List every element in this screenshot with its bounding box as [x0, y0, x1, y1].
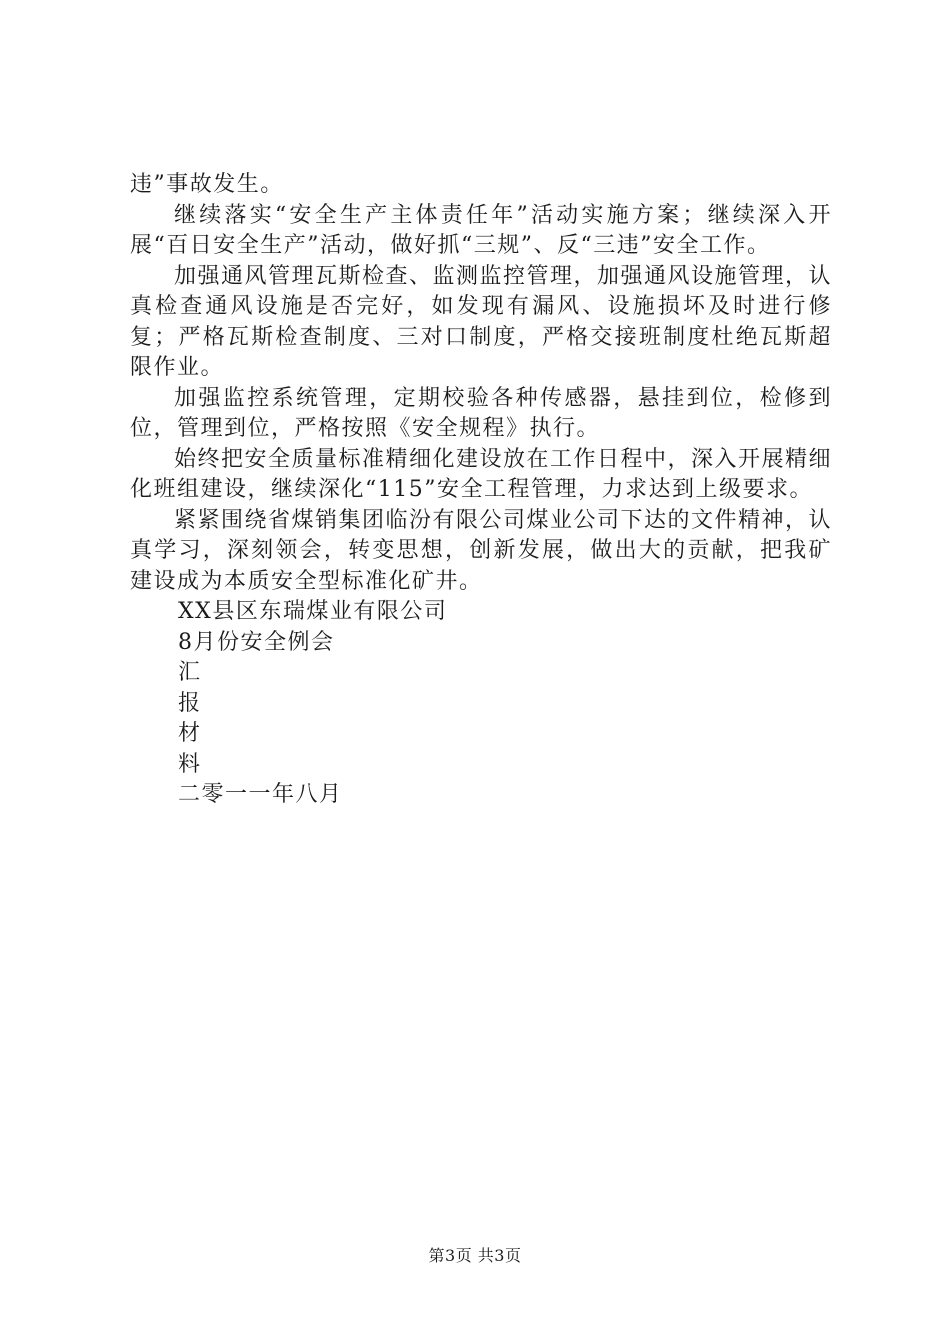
paragraph-ventilation-gas: 加强通风管理瓦斯检查、监测监控管理，加强通风设施管理，认真检查通风设施是否完好，如发现有漏风、设施损坏及时进行修复；严格瓦斯检查制度、三对口制度，严格交接班制度杜绝瓦斯超限作业。: [130, 263, 833, 380]
signature-char-cai: 材: [178, 721, 202, 746]
signature-date: 二零一一年八月: [178, 782, 343, 807]
paragraph-continuation: 违”事故发生。: [130, 172, 284, 197]
signature-char-hui: 汇: [178, 660, 202, 685]
signature-company: XX县区东瑞煤业有限公司: [178, 599, 448, 624]
signature-char-liao: 料: [178, 751, 202, 777]
signature-char-bao: 报: [178, 690, 202, 716]
page-footer: 第3页 共3页: [428, 1246, 522, 1265]
paragraph-monitoring-system: 加强监控系统管理，定期校验各种传感器，悬挂到位，检修到位，管理到位，严格按照《安全规程》执行。: [130, 385, 832, 441]
paragraph-responsibility-year: 继续落实“安全生产主体责任年”活动实施方案；继续深入开展“百日安全生产”活动，做好抓“三规”、反“三违”安全工作。: [130, 202, 832, 258]
signature-meeting: 8月份安全例会: [178, 629, 335, 655]
paragraph-quality-standard: 始终把安全质量标准精细化建设放在工作日程中，深入开展精细化班组建设，继续深化“115”安全工程管理，力求达到上级要求。: [130, 446, 833, 502]
paragraph-closing-commitment: 紧紧围绕省煤销集团临汾有限公司煤业公司下达的文件精神，认真学习，深刻领会，转变思想，创新发展，做出大的贡献，把我矿建设成为本质安全型标准化矿井。: [130, 507, 833, 594]
document-body: [130, 170, 832, 811]
signature-block: [130, 597, 832, 811]
